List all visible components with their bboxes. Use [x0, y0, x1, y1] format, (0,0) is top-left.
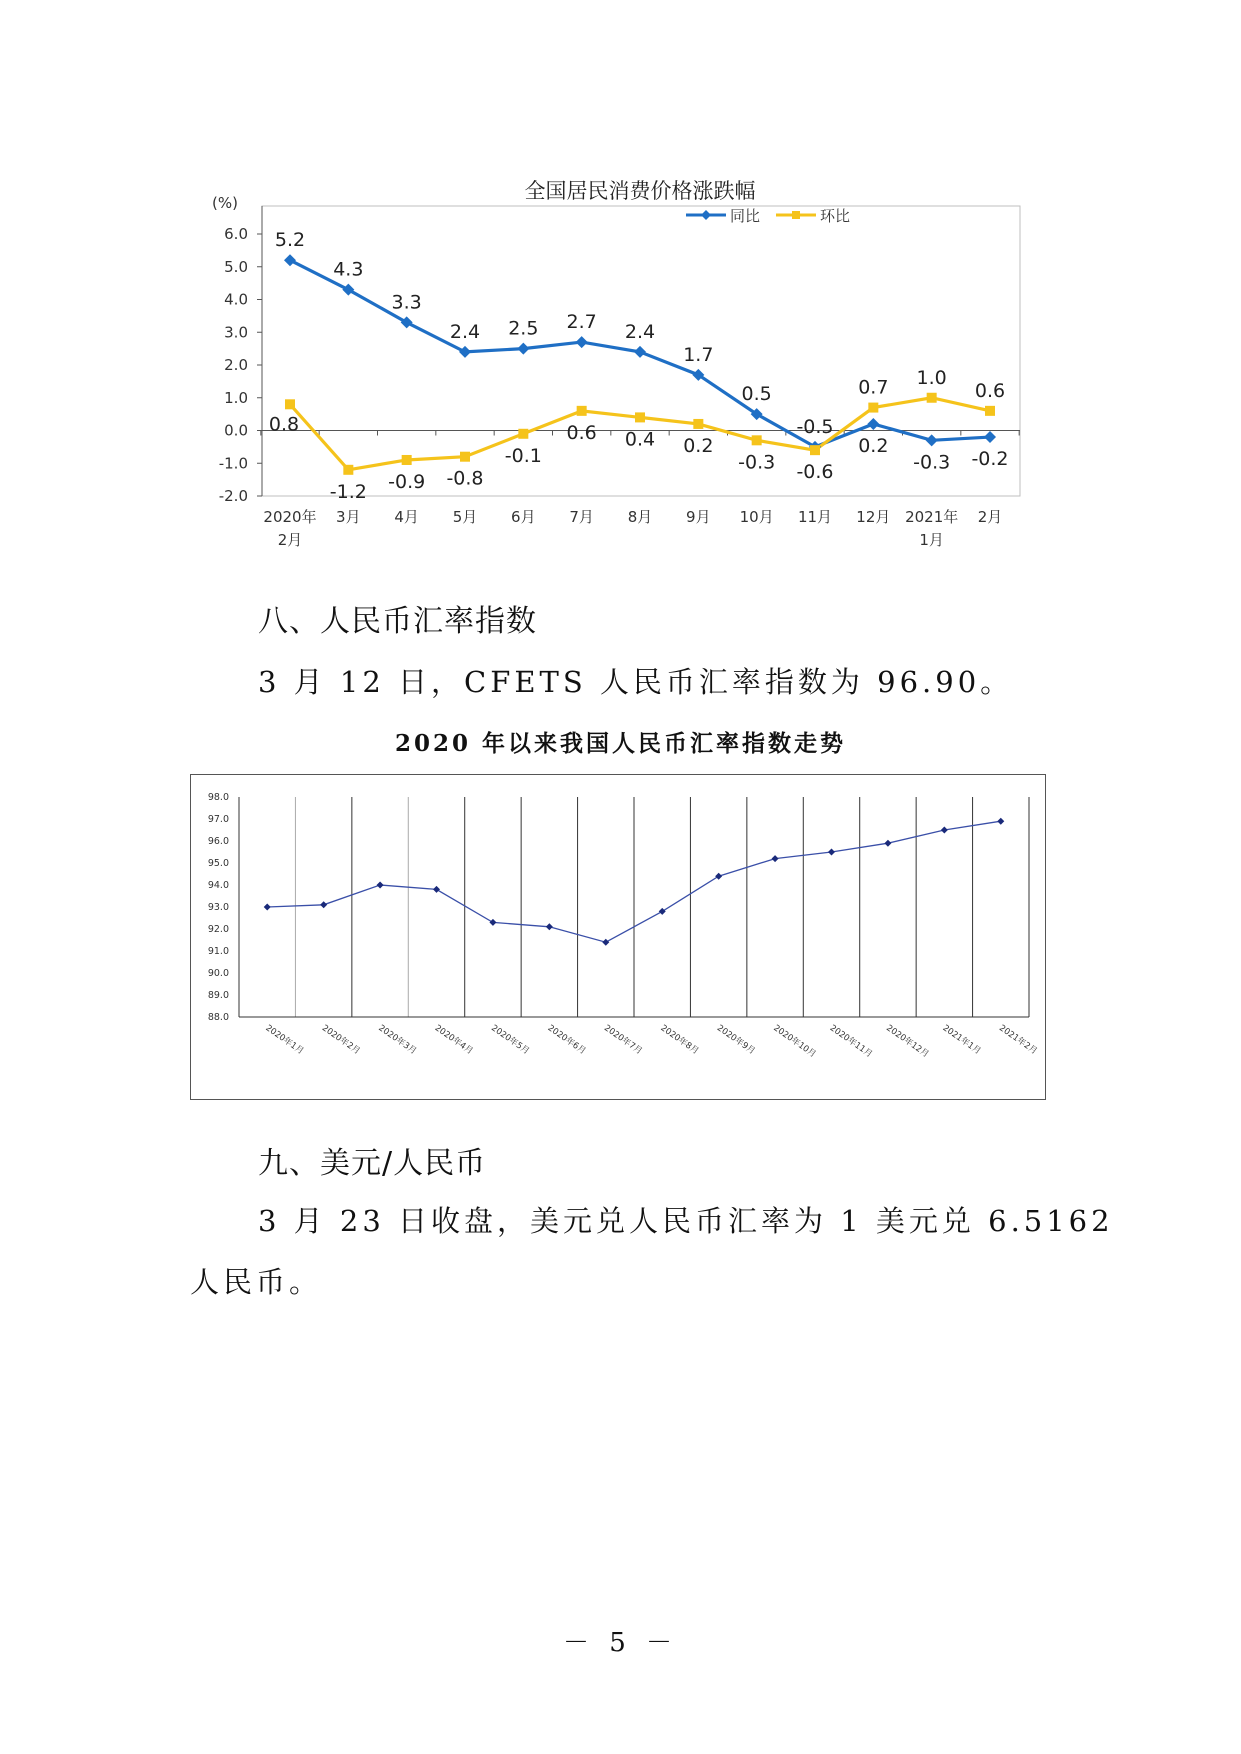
cpi-point-mom: [343, 465, 353, 475]
cpi-y-tick-label: 1.0: [224, 388, 248, 407]
cpi-data-label-mom: 1.0: [916, 366, 947, 389]
fx-y-tick-label: 91.0: [207, 946, 229, 957]
cpi-y-tick-label: 3.0: [224, 323, 248, 342]
fx-y-tick-label: 94.0: [207, 880, 229, 891]
cpi-point-mom: [460, 452, 470, 462]
fx-y-tick-label: 98.0: [207, 792, 229, 803]
cpi-legend-label-mom: 环比: [820, 207, 851, 225]
cpi-data-label-yoy: 5.2: [274, 229, 306, 252]
fx-x-tick-label: 2020年4月: [432, 1023, 475, 1057]
cpi-point-mom: [577, 406, 587, 416]
cpi-point-mom: [635, 412, 645, 422]
fx-x-tick-label: 2020年6月: [545, 1023, 588, 1057]
cpi-data-label-yoy: 0.2: [858, 434, 889, 457]
fx-y-tick-label: 97.0: [207, 814, 229, 825]
fx-x-tick-label: 2020年9月: [714, 1023, 757, 1057]
section9-paragraph-line1: 3 月 23 日收盘，美元兑人民币汇率为 1 美元兑 6.5162: [258, 1204, 1114, 1238]
cpi-point-yoy: [984, 431, 996, 443]
fx-y-tick-label: 92.0: [207, 924, 229, 935]
cpi-point-yoy: [342, 284, 354, 296]
cpi-legend-marker-yoy: [701, 210, 711, 220]
cpi-data-label-mom: -0.9: [388, 470, 426, 493]
fx-x-tick-label: 2021年1月: [940, 1023, 983, 1057]
fx-y-tick-label: 93.0: [207, 902, 229, 913]
fx-chart-caption: 2020 年以来我国人民币汇率指数走势: [394, 730, 847, 757]
cpi-data-label-mom: 0.8: [268, 413, 300, 436]
fx-y-tick-label: 96.0: [207, 836, 229, 847]
cpi-data-label-mom: 0.2: [683, 434, 714, 457]
fx-point: [377, 882, 384, 889]
cpi-data-label-mom: 0.6: [974, 379, 1006, 402]
fx-point: [489, 919, 496, 926]
cpi-point-mom: [752, 435, 762, 445]
fx-x-tick-label: 2020年7月: [602, 1023, 644, 1057]
cpi-data-label-mom: -0.3: [738, 451, 776, 474]
cpi-data-label-yoy: 2.5: [508, 317, 539, 340]
section9-paragraph-line2: 人民币。: [190, 1265, 323, 1299]
cpi-chart: [190, 170, 1050, 570]
fx-point: [546, 923, 553, 930]
cpi-data-label-yoy: 2.4: [624, 320, 656, 343]
cpi-chart-svg: [190, 170, 1050, 570]
cpi-point-yoy: [401, 316, 413, 328]
cpi-point-yoy: [517, 343, 529, 355]
fx-y-tick-label: 95.0: [207, 858, 229, 869]
cpi-x-tick-label: 10月: [739, 508, 774, 526]
cpi-point-mom: [285, 399, 295, 409]
cpi-point-yoy: [576, 336, 588, 348]
fx-point: [772, 855, 779, 862]
cpi-x-tick-label: 2月: [977, 508, 1003, 526]
fx-point: [941, 827, 948, 834]
fx-point: [997, 818, 1004, 825]
cpi-x-tick-label: 2021年: [905, 508, 959, 526]
section8-heading: 八、人民币汇率指数: [258, 604, 537, 639]
cpi-data-label-yoy: 1.7: [683, 343, 714, 366]
cpi-y-tick-label: 2.0: [224, 356, 248, 374]
cpi-y-tick-label: 5.0: [224, 257, 248, 276]
cpi-data-label-mom: 0.4: [624, 428, 656, 451]
fx-x-tick-label: 2020年12月: [884, 1023, 931, 1060]
page-number: － 5 －: [562, 1628, 679, 1658]
cpi-y-tick-label: -1.0: [218, 454, 248, 473]
cpi-chart-title: 全国居民消费价格涨跌幅: [524, 179, 756, 203]
cpi-point-mom: [402, 455, 412, 465]
fx-point: [715, 873, 722, 880]
fx-x-tick-label: 2020年11月: [827, 1023, 875, 1060]
cpi-data-label-mom: -0.6: [796, 461, 834, 484]
cpi-point-mom: [927, 393, 937, 403]
fx-x-tick-label: 2021年2月: [997, 1023, 1039, 1057]
cpi-point-yoy: [459, 346, 471, 358]
cpi-x-tick-label: 11月: [797, 508, 833, 526]
fx-x-tick-label: 2020年3月: [376, 1023, 419, 1057]
section8-paragraph: 3 月 12 日，CFETS 人民币汇率指数为 96.90。: [258, 665, 1014, 699]
fx-x-tick-label: 2020年5月: [489, 1023, 532, 1057]
cpi-point-mom: [868, 403, 878, 413]
cpi-x-tick-label: 4月: [394, 508, 419, 526]
cpi-data-label-yoy: -0.5: [796, 415, 834, 438]
cpi-data-label-mom: -1.2: [329, 480, 367, 503]
fx-y-tick-label: 89.0: [207, 990, 229, 1001]
cpi-data-label-yoy: -0.3: [913, 451, 951, 474]
cpi-point-mom: [985, 406, 995, 416]
cpi-point-yoy: [284, 254, 296, 266]
cpi-data-label-mom: -0.8: [446, 467, 484, 490]
cpi-data-label-yoy: 3.3: [391, 291, 422, 314]
fx-point: [659, 908, 666, 915]
cpi-data-label-yoy: 2.7: [566, 311, 597, 334]
fx-x-tick-label: 2020年8月: [658, 1023, 701, 1057]
cpi-x-tick-label: 8月: [627, 508, 653, 526]
cpi-x-tick-label: 5月: [452, 508, 478, 526]
cpi-x-tick-label: 1月: [919, 531, 944, 549]
fx-point: [264, 904, 271, 911]
cpi-point-yoy: [634, 346, 646, 358]
cpi-data-label-yoy: 0.5: [741, 383, 772, 406]
fx-chart: [190, 774, 1046, 1100]
fx-point: [602, 939, 609, 946]
cpi-data-label-yoy: 2.4: [449, 320, 481, 343]
cpi-data-label-yoy: -0.2: [971, 448, 1009, 471]
cpi-data-label-mom: 0.6: [566, 421, 597, 444]
fx-y-tick-label: 88.0: [207, 1012, 229, 1023]
cpi-x-tick-label: 3月: [336, 508, 361, 526]
section9-heading: 九、美元/人民币: [258, 1146, 487, 1181]
cpi-legend-label-yoy: 同比: [730, 207, 761, 225]
fx-x-tick-label: 2020年10月: [771, 1023, 818, 1060]
cpi-y-tick-label: 0.0: [224, 421, 248, 440]
cpi-data-label-mom: 0.7: [858, 376, 889, 399]
cpi-point-mom: [810, 445, 820, 455]
fx-chart-svg: [191, 775, 1047, 1101]
cpi-point-mom: [693, 419, 703, 429]
fx-point: [884, 840, 891, 847]
cpi-y-tick-label: -2.0: [218, 487, 248, 505]
cpi-data-label-yoy: 4.3: [333, 258, 364, 281]
cpi-x-tick-label: 12月: [856, 508, 891, 526]
cpi-legend-marker-mom: [792, 211, 800, 219]
fx-point: [828, 849, 835, 856]
fx-x-tick-label: 2020年1月: [263, 1023, 306, 1057]
cpi-y-tick-label: 4.0: [224, 290, 248, 309]
fx-point: [320, 901, 327, 908]
cpi-x-tick-label: 6月: [511, 508, 536, 526]
fx-y-tick-label: 90.0: [207, 968, 229, 979]
cpi-x-tick-label: 2月: [277, 531, 303, 549]
cpi-point-yoy: [926, 434, 938, 446]
cpi-x-tick-label: 2020年: [263, 508, 317, 526]
cpi-x-tick-label: 9月: [686, 508, 711, 526]
cpi-y-tick-label: 6.0: [224, 225, 248, 243]
cpi-point-yoy: [867, 418, 879, 430]
fx-x-tick-label: 2020年2月: [319, 1023, 362, 1057]
cpi-unit-label: (%): [212, 194, 238, 212]
cpi-data-label-mom: -0.1: [504, 444, 542, 467]
fx-point: [433, 886, 440, 893]
cpi-x-tick-label: 7月: [569, 508, 594, 526]
cpi-point-mom: [518, 429, 528, 439]
